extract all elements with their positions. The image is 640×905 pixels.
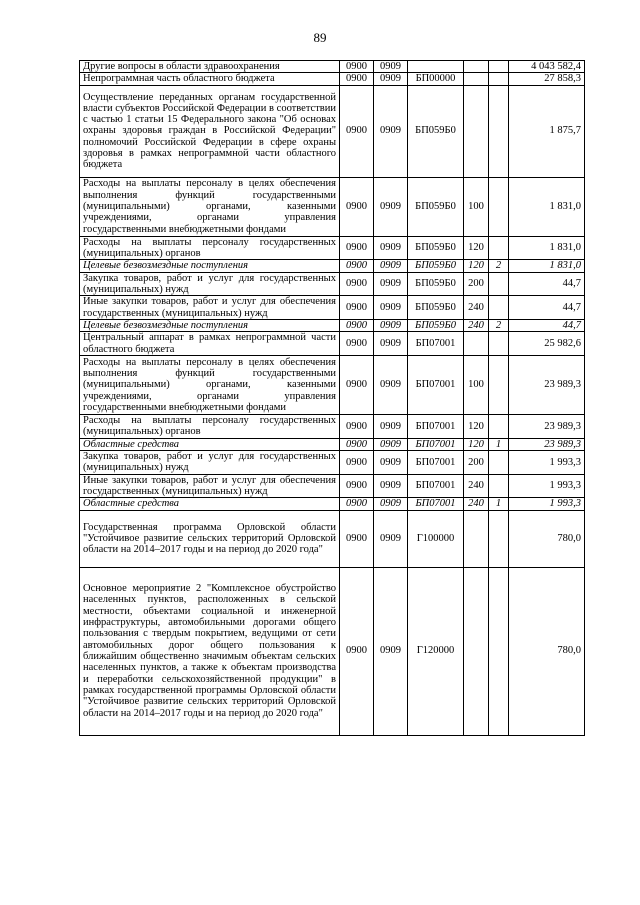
subsection-code: 0909	[374, 567, 408, 735]
funding-source-code	[489, 296, 509, 320]
target-article-code: БП07001	[408, 498, 464, 510]
section-code: 0900	[340, 177, 374, 236]
row-name: Расходы на выплаты персоналу в целях обеспечения выполнения функций государственными (муниципальными) органами, казенными учреждениями, органами управления государственными внебюджетными фондами	[80, 177, 340, 236]
funding-source-code	[489, 474, 509, 498]
funding-source-code	[489, 450, 509, 474]
amount: 23 989,3	[509, 414, 585, 438]
amount: 1 993,3	[509, 474, 585, 498]
section-code: 0900	[340, 73, 374, 85]
expense-type-code: 120	[464, 260, 489, 272]
section-code: 0900	[340, 438, 374, 450]
subsection-code: 0909	[374, 355, 408, 414]
amount: 780,0	[509, 567, 585, 735]
expense-type-code: 200	[464, 450, 489, 474]
subsection-code: 0909	[374, 85, 408, 177]
target-article-code: БП07001	[408, 414, 464, 438]
table-row	[80, 296, 585, 320]
table-row	[80, 332, 585, 356]
table-row	[80, 450, 585, 474]
target-article-code: БП059Б0	[408, 260, 464, 272]
subsection-code: 0909	[374, 61, 408, 73]
funding-source-code: 1	[489, 498, 509, 510]
target-article-code: БП00000	[408, 73, 464, 85]
amount: 1 831,0	[509, 236, 585, 260]
section-code: 0900	[340, 498, 374, 510]
funding-source-code	[489, 85, 509, 177]
amount: 44,7	[509, 272, 585, 296]
subsection-code: 0909	[374, 414, 408, 438]
expense-type-code	[464, 85, 489, 177]
expense-type-code	[464, 567, 489, 735]
amount: 1 993,3	[509, 498, 585, 510]
section-code: 0900	[340, 61, 374, 73]
expense-type-code	[464, 332, 489, 356]
funding-source-code	[489, 332, 509, 356]
target-article-code: БП059Б0	[408, 272, 464, 296]
subsection-code: 0909	[374, 319, 408, 331]
row-name: Основное мероприятие 2 "Комплексное обустройство населенных пунктов, расположенных в сельской местности, объектами социальной и инженерной инфраструктуры, автомобильными дорогами общего пользования с твердым покрытием, ведущими от сети автомобильных дорог общего пользования к ближайшим общественно значимым объектам сельских населенных пунктов, а также к объектам производства и переработки сельскохозяйственной продукции" в рамках государственной программы Орловской области "Устойчивое развитие сельских территорий Орловской области на 2014–2017 годы и на период до 2020 года"	[80, 567, 340, 735]
row-name: Расходы на выплаты персоналу в целях обеспечения выполнения функций государственными (муниципальными) органами, казенными учреждениями, органами управления государственными внебюджетными фондами	[80, 355, 340, 414]
funding-source-code	[489, 61, 509, 73]
funding-source-code	[489, 567, 509, 735]
target-article-code: БП07001	[408, 450, 464, 474]
section-code: 0900	[340, 272, 374, 296]
row-name: Непрограммная часть областного бюджета	[80, 73, 340, 85]
section-code: 0900	[340, 450, 374, 474]
amount: 4 043 582,4	[509, 61, 585, 73]
section-code: 0900	[340, 260, 374, 272]
amount: 27 858,3	[509, 73, 585, 85]
funding-source-code: 2	[489, 319, 509, 331]
expense-type-code: 120	[464, 236, 489, 260]
target-article-code: БП059Б0	[408, 177, 464, 236]
section-code: 0900	[340, 319, 374, 331]
target-article-code: БП059Б0	[408, 319, 464, 331]
target-article-code: Г100000	[408, 510, 464, 567]
row-name: Государственная программа Орловской области "Устойчивое развитие сельских территорий Орловской области на 2014–2017 годы и на период до 2020 года"	[80, 510, 340, 567]
table-row	[80, 510, 585, 567]
table-row	[80, 73, 585, 85]
expense-type-code	[464, 510, 489, 567]
target-article-code: БП059Б0	[408, 236, 464, 260]
table-row	[80, 177, 585, 236]
section-code: 0900	[340, 567, 374, 735]
table-row	[80, 474, 585, 498]
table-row	[80, 260, 585, 272]
amount: 25 982,6	[509, 332, 585, 356]
row-name: Иные закупки товаров, работ и услуг для обеспечения государственных (муниципальных) нужд	[80, 296, 340, 320]
section-code: 0900	[340, 355, 374, 414]
budget-table	[79, 60, 585, 736]
amount: 1 875,7	[509, 85, 585, 177]
target-article-code: БП07001	[408, 332, 464, 356]
table-row	[80, 567, 585, 735]
target-article-code: БП07001	[408, 355, 464, 414]
page-number: 89	[313, 30, 327, 45]
amount: 44,7	[509, 319, 585, 331]
row-name: Центральный аппарат в рамках непрограммной части областного бюджета	[80, 332, 340, 356]
section-code: 0900	[340, 332, 374, 356]
expense-type-code: 100	[464, 177, 489, 236]
expense-type-code: 100	[464, 355, 489, 414]
funding-source-code	[489, 272, 509, 296]
table-row	[80, 272, 585, 296]
amount: 1 831,0	[509, 177, 585, 236]
funding-source-code: 1	[489, 438, 509, 450]
subsection-code: 0909	[374, 296, 408, 320]
subsection-code: 0909	[374, 73, 408, 85]
amount: 23 989,3	[509, 438, 585, 450]
row-name: Осуществление переданных органам государственной власти субъектов Российской Федерации в соответствии с частью 1 статьи 15 Федерального закона "Об основах охраны здоровья граждан в Российской Федерации" полномочий Российской Федерации в сфере охраны здоровья в рамках непрограммной части областного бюджета	[80, 85, 340, 177]
funding-source-code: 2	[489, 260, 509, 272]
row-name: Расходы на выплаты персоналу государственных (муниципальных) органов	[80, 236, 340, 260]
expense-type-code: 240	[464, 319, 489, 331]
section-code: 0900	[340, 236, 374, 260]
table-row	[80, 61, 585, 73]
table-row	[80, 85, 585, 177]
section-code: 0900	[340, 474, 374, 498]
subsection-code: 0909	[374, 332, 408, 356]
subsection-code: 0909	[374, 498, 408, 510]
expense-type-code: 240	[464, 474, 489, 498]
row-name: Областные средства	[80, 498, 340, 510]
section-code: 0900	[340, 414, 374, 438]
target-article-code: БП07001	[408, 438, 464, 450]
expense-type-code: 120	[464, 438, 489, 450]
section-code: 0900	[340, 510, 374, 567]
row-name: Областные средства	[80, 438, 340, 450]
table-row	[80, 438, 585, 450]
row-name: Закупка товаров, работ и услуг для государственных (муниципальных) нужд	[80, 450, 340, 474]
target-article-code: Г120000	[408, 567, 464, 735]
subsection-code: 0909	[374, 438, 408, 450]
funding-source-code	[489, 236, 509, 260]
expense-type-code: 200	[464, 272, 489, 296]
funding-source-code	[489, 177, 509, 236]
amount: 23 989,3	[509, 355, 585, 414]
table-body	[80, 61, 585, 736]
amount: 44,7	[509, 296, 585, 320]
table-row	[80, 319, 585, 331]
subsection-code: 0909	[374, 510, 408, 567]
target-article-code	[408, 61, 464, 73]
table-row	[80, 236, 585, 260]
funding-source-code	[489, 73, 509, 85]
funding-source-code	[489, 414, 509, 438]
row-name: Другие вопросы в области здравоохранения	[80, 61, 340, 73]
funding-source-code	[489, 510, 509, 567]
expense-type-code: 240	[464, 498, 489, 510]
subsection-code: 0909	[374, 450, 408, 474]
amount: 1 831,0	[509, 260, 585, 272]
row-name: Целевые безвозмездные поступления	[80, 260, 340, 272]
row-name: Закупка товаров, работ и услуг для государственных (муниципальных) нужд	[80, 272, 340, 296]
subsection-code: 0909	[374, 260, 408, 272]
row-name: Целевые безвозмездные поступления	[80, 319, 340, 331]
section-code: 0900	[340, 296, 374, 320]
amount: 1 993,3	[509, 450, 585, 474]
expense-type-code	[464, 73, 489, 85]
subsection-code: 0909	[374, 177, 408, 236]
subsection-code: 0909	[374, 236, 408, 260]
target-article-code: БП059Б0	[408, 85, 464, 177]
expense-type-code: 120	[464, 414, 489, 438]
subsection-code: 0909	[374, 474, 408, 498]
target-article-code: БП059Б0	[408, 296, 464, 320]
row-name: Иные закупки товаров, работ и услуг для обеспечения государственных (муниципальных) нужд	[80, 474, 340, 498]
expense-type-code: 240	[464, 296, 489, 320]
section-code: 0900	[340, 85, 374, 177]
subsection-code: 0909	[374, 272, 408, 296]
target-article-code: БП07001	[408, 474, 464, 498]
table-row	[80, 355, 585, 414]
row-name: Расходы на выплаты персоналу государственных (муниципальных) органов	[80, 414, 340, 438]
funding-source-code	[489, 355, 509, 414]
table-row	[80, 498, 585, 510]
table-row	[80, 414, 585, 438]
amount: 780,0	[509, 510, 585, 567]
expense-type-code	[464, 61, 489, 73]
